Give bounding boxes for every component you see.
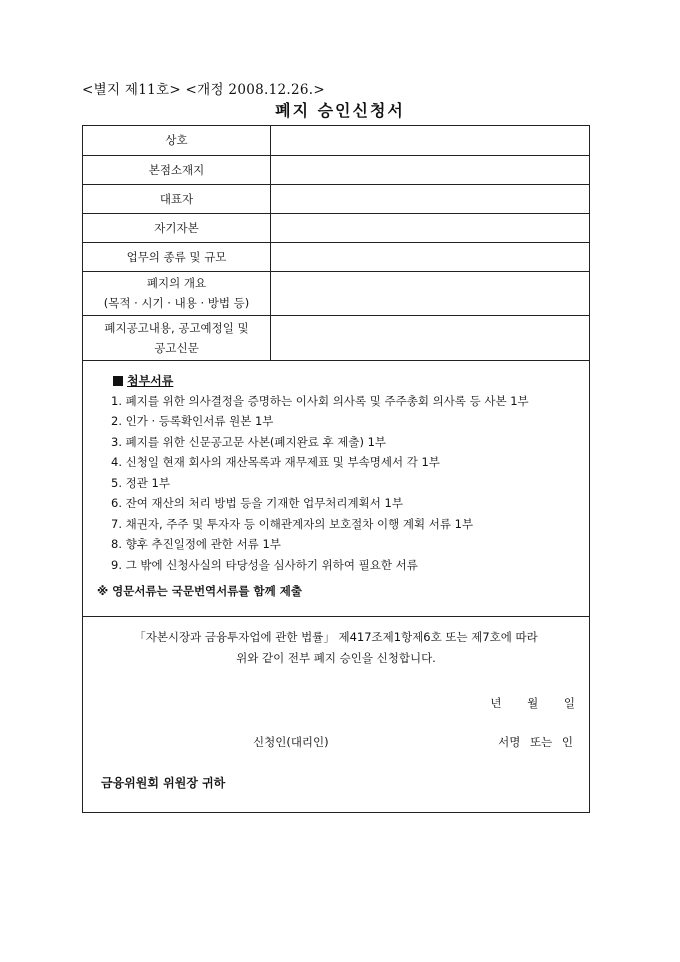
list-item: 5. 정관 1부	[111, 475, 170, 490]
attachments-section	[83, 361, 589, 617]
document-title: 폐지 승인신청서	[275, 101, 405, 120]
field-label-notice-line2: 공고신문	[154, 340, 199, 355]
square-bullet-icon	[113, 376, 123, 386]
field-value-overview[interactable]	[271, 271, 590, 315]
list-item: 6. 잔여 재산의 처리 방법 등을 기재한 업무처리계획서 1부	[111, 496, 403, 510]
field-value-head-office[interactable]	[271, 155, 590, 184]
attachments-heading	[113, 372, 173, 389]
signature-field[interactable]: 서명 또는 인	[498, 734, 573, 749]
field-value-trade-name[interactable]	[271, 126, 590, 155]
statement-line-1: 「자본시장과 금융투자업에 관한 법률」 제417조제1항제6호 또는 제7호에 따라	[134, 629, 538, 644]
table-row	[83, 271, 589, 315]
translation-note: ※ 영문서류는 국문번역서류를 함께 제출	[97, 583, 302, 598]
list-item: 3. 폐지를 위한 신문공고문 사본(폐지완료 후 제출) 1부	[111, 434, 387, 449]
list-item: 1. 폐지를 위한 의사결정을 증명하는 이사회 의사록 및 주주총회 의사록 등 사본 1부	[111, 393, 529, 408]
table-row	[83, 242, 589, 271]
table-row	[83, 184, 589, 213]
field-label-overview-line1: 폐지의 개요	[146, 276, 207, 290]
attachments-list	[111, 391, 529, 576]
field-value-representative[interactable]	[271, 184, 590, 213]
field-value-business-type[interactable]	[271, 242, 590, 271]
list-item: 2. 인가 · 등록확인서류 원본 1부	[111, 414, 274, 428]
table-row	[83, 155, 589, 184]
addressee: 금융위원회 위원장 귀하	[101, 775, 226, 790]
table-row	[83, 126, 589, 155]
application-form	[82, 125, 590, 813]
field-label-overview	[83, 271, 271, 315]
statement-line-2: 위와 같이 전부 폐지 승인을 신청합니다.	[236, 650, 436, 665]
field-label-notice-line1: 폐지공고내용, 공고예정일 및	[104, 320, 249, 335]
form-number-header: <별지 제11호> <개정 2008.12.26.>	[82, 82, 325, 98]
field-label-representative: 대표자	[83, 184, 271, 213]
list-item: 9. 그 밖에 신청사실의 타당성을 심사하기 위하여 필요한 서류	[111, 557, 418, 572]
field-label-trade-name: 상호	[83, 126, 271, 155]
date-field[interactable]: 년 월 일	[490, 695, 575, 710]
list-item: 7. 채권자, 주주 및 투자자 등 이해관계자의 보호절차 이행 계획 서류 1부	[111, 516, 474, 531]
field-label-equity: 자기자본	[83, 213, 271, 242]
list-item: 8. 향후 추진일정에 관한 서류 1부	[111, 537, 281, 551]
field-value-notice[interactable]	[271, 315, 590, 360]
field-label-business-type: 업무의 종류 및 규모	[83, 242, 271, 271]
applicant-label: 신청인(대리인)	[253, 734, 329, 749]
field-value-equity[interactable]	[271, 213, 590, 242]
table-row	[83, 213, 589, 242]
attachments-heading-text: 첨부서류	[127, 373, 174, 388]
list-item: 4. 신청일 현재 회사의 재산목록과 재무제표 및 부속명세서 각 1부	[111, 455, 440, 469]
table-row	[83, 315, 589, 360]
field-label-head-office: 본점소재지	[83, 155, 271, 184]
info-table	[83, 126, 589, 361]
field-label-overview-line2: (목적 · 시기 · 내용 · 방법 등)	[103, 296, 250, 310]
application-statement-section	[83, 617, 589, 927]
field-label-notice	[83, 315, 271, 360]
